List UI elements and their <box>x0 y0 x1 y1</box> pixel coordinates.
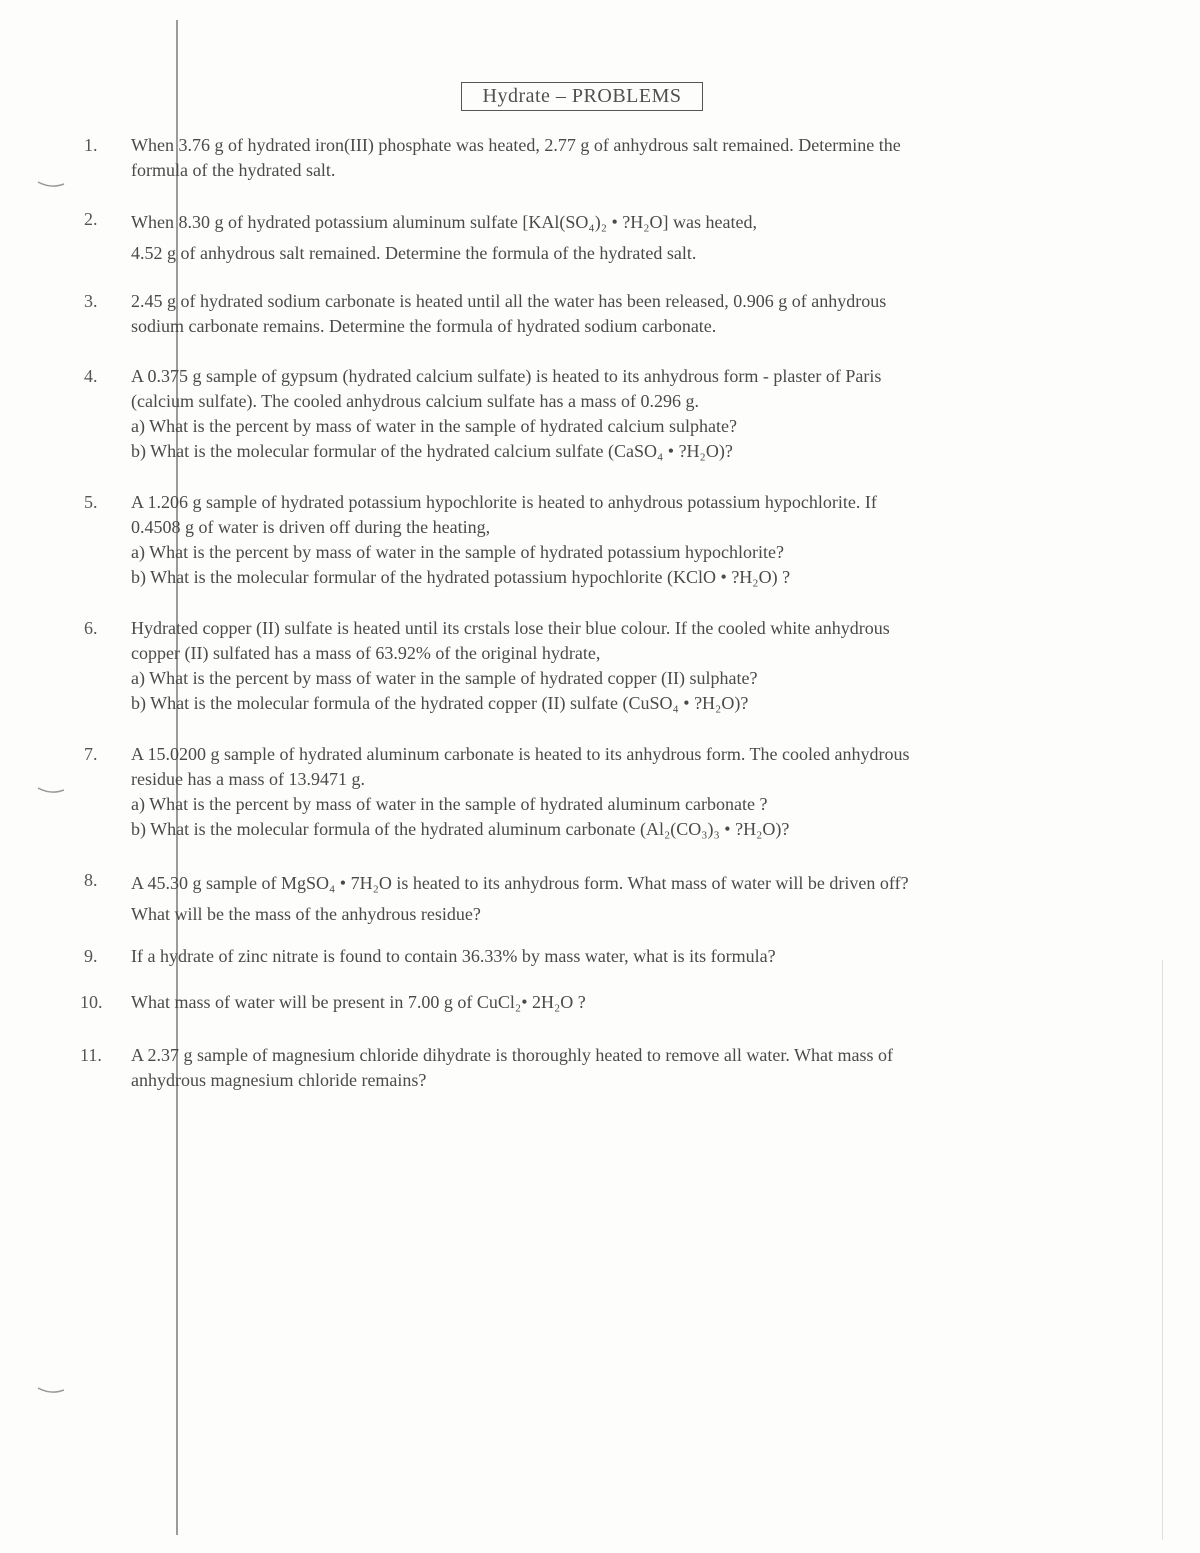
problem-line: residue has a mass of 13.9471 g. <box>131 769 365 789</box>
problem-text <box>131 490 1061 590</box>
problem-text <box>131 742 1061 842</box>
problem-line: A 2.37 g sample of magnesium chloride dihydrate is thoroughly heated to remove all water. What mass of <box>131 1045 893 1065</box>
problem-number: 4. <box>84 366 98 386</box>
problem-line: When 3.76 g of hydrated iron(III) phosphate was heated, 2.77 g of anhydrous salt remained. Determine the <box>131 135 901 155</box>
problem-line: Hydrated copper (II) sulfate is heated until its crstals lose their blue colour. If the cooled white anhydrous <box>131 618 890 638</box>
problem-line: b) What is the molecular formular of the hydrated potassium hypochlorite (KClO • ?H₂O) ? <box>131 567 791 587</box>
problem-number: 2. <box>84 209 98 229</box>
problem-text <box>131 207 1061 263</box>
problem-line: sodium carbonate remains. Determine the formula of hydrated sodium carbonate. <box>131 316 717 336</box>
problem-line: copper (II) sulfated has a mass of 63.92% of the original hydrate, <box>131 643 601 663</box>
problem-text <box>131 289 1061 339</box>
problem-text <box>131 364 1061 464</box>
problem-text <box>131 990 1061 1015</box>
problem-line: 2.45 g of hydrated sodium carbonate is heated until all the water has been released, 0.906 g of anhydrous <box>131 291 887 311</box>
problem-line: formula of the hydrated salt. <box>131 160 336 180</box>
problem-line: a) What is the percent by mass of water in the sample of hydrated copper (II) sulphate? <box>131 668 758 688</box>
problem-number: 9. <box>84 946 98 966</box>
page-edge-shadow <box>1162 960 1163 1540</box>
problem-number: 7. <box>84 744 98 764</box>
problem-line: a) What is the percent by mass of water in the sample of hydrated potassium hypochlorite? <box>131 542 784 562</box>
punch-hole-mark <box>36 180 66 188</box>
problem-line: What mass of water will be present in 7.00 g of CuCl₂• 2H₂O ? <box>131 992 586 1012</box>
problem-line: a) What is the percent by mass of water in the sample of hydrated calcium sulphate? <box>131 416 737 436</box>
problem-line: a) What is the percent by mass of water in the sample of hydrated aluminum carbonate ? <box>131 794 768 814</box>
problem-text <box>131 1043 1061 1093</box>
problem-line: 0.4508 g of water is driven off during the heating, <box>131 517 491 537</box>
problem-line: b) What is the molecular formula of the hydrated aluminum carbonate (Al₂(CO₃)₃ • ?H₂O)? <box>131 819 790 839</box>
problem-number: 8. <box>84 870 98 890</box>
problem-line: A 15.0200 g sample of hydrated aluminum carbonate is heated to its anhydrous form. The cooled anhydrous <box>131 744 910 764</box>
problem-line: A 0.375 g sample of gypsum (hydrated calcium sulfate) is heated to its anhydrous form - plaster of Paris <box>131 366 882 386</box>
problem-number: 6. <box>84 618 98 638</box>
problem-line: anhydrous magnesium chloride remains? <box>131 1070 427 1090</box>
problem-text <box>131 944 1061 969</box>
problem-line: What will be the mass of the anhydrous residue? <box>131 904 481 924</box>
problem-line: If a hydrate of zinc nitrate is found to contain 36.33% by mass water, what is its formula? <box>131 946 776 966</box>
problem-line: b) What is the molecular formula of the hydrated copper (II) sulfate (CuSO₄ • ?H₂O)? <box>131 693 749 713</box>
problem-text <box>131 868 1061 924</box>
problem-line: A 1.206 g sample of hydrated potassium hypochlorite is heated to anhydrous potassium hypochlorite. If <box>131 492 877 512</box>
problem-line: (calcium sulfate). The cooled anhydrous calcium sulfate has a mass of 0.296 g. <box>131 391 699 411</box>
page-title: Hydrate – PROBLEMS <box>461 82 703 111</box>
problem-number: 3. <box>84 291 98 311</box>
problem-line: A 45.30 g sample of MgSO₄ • 7H₂O is heated to its anhydrous form. What mass of water will be driven off? <box>131 873 909 893</box>
problem-text <box>131 616 1061 716</box>
problem-number: 11. <box>80 1045 102 1065</box>
problem-text <box>131 133 1061 183</box>
problem-line: When 8.30 g of hydrated potassium aluminum sulfate [KAl(SO₄)₂ • ?H₂O] was heated, <box>131 212 757 232</box>
punch-hole-mark <box>36 1386 66 1394</box>
problem-number: 5. <box>84 492 98 512</box>
problem-line: 4.52 g of anhydrous salt remained. Determine the formula of the hydrated salt. <box>131 243 697 263</box>
problem-number: 1. <box>84 135 98 155</box>
punch-hole-mark <box>36 786 66 794</box>
problem-line: b) What is the molecular formular of the hydrated calcium sulfate (CaSO₄ • ?H₂O)? <box>131 441 733 461</box>
problem-number: 10. <box>80 992 103 1012</box>
